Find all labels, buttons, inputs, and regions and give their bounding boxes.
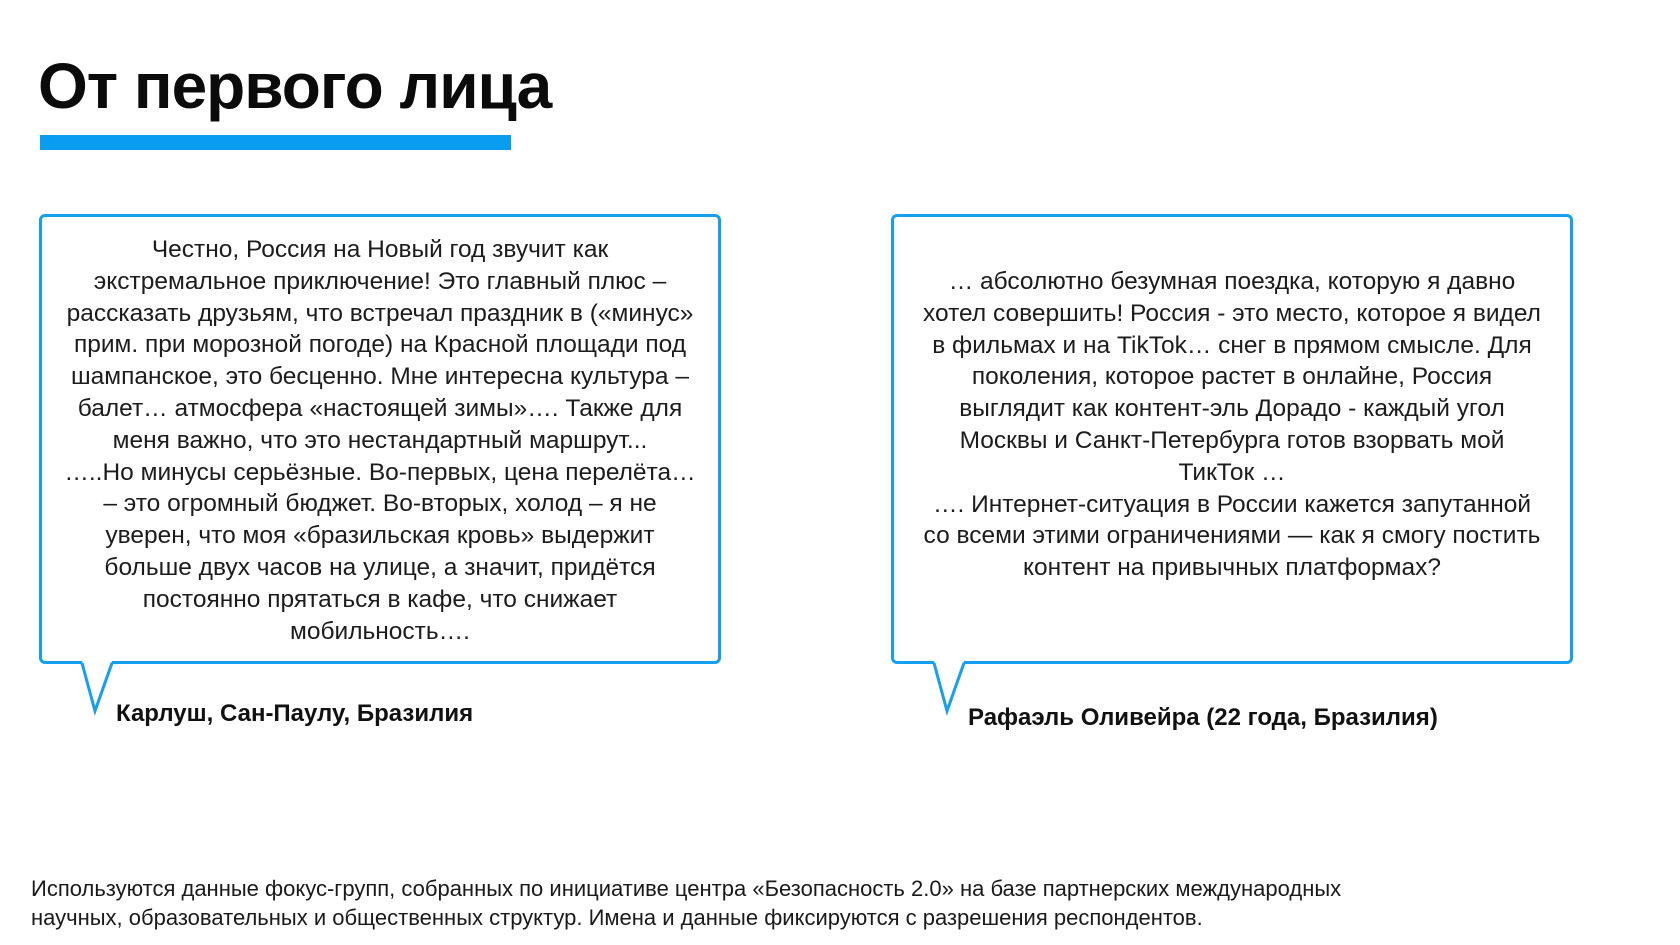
quote-author-right: Рафаэль Оливейра (22 года, Бразилия) [968, 704, 1438, 731]
quote-line: постоянно прятаться в кафе, что снижает [142, 585, 618, 613]
title-underline [40, 135, 511, 150]
quote-line: уверен, что моя «бразильская кровь» выдержит [105, 522, 655, 550]
quote-line: …. Интернет-ситуация в России кажется запутанной [932, 490, 1532, 518]
quote-line: со всеми этими ограничениями — как я смогу постить [923, 522, 1541, 550]
page-title: От первого лица [38, 50, 552, 122]
quote-line: Москвы и Санкт-Петербурга готов взорвать мой [959, 426, 1505, 454]
quote-line: Честно, Россия на Новый год звучит как [151, 236, 609, 263]
quote-line: экстремальное приключение! Это главный плюс – [93, 267, 667, 295]
quote-line: балет… атмосфера «настоящей зимы»…. Также для [77, 394, 683, 422]
footnote [31, 874, 1591, 932]
quote-text-right [898, 266, 1566, 584]
footnote-line: Используются данные фокус-групп, собранных по инициативе центра «Безопасность 2.0» на базе партнерских международных [31, 876, 1342, 901]
quote-text-left [46, 234, 714, 647]
quote-line: меня важно, что это нестандартный маршрут... [112, 426, 648, 454]
footnote-line: научных, образовательных и общественных структур. Имена и данные фиксируются с разрешения респондентов. [31, 905, 1203, 930]
quote-line: хотел совершить! Россия - это место, которое я видел [923, 299, 1541, 327]
quote-line: …..Но минусы серьёзные. Во-первых, цена перелёта… [64, 458, 696, 486]
quote-line: шампанское, это бесценно. Мне интересна культура – [71, 363, 689, 391]
speech-bubble-tail-left [80, 661, 114, 717]
speech-bubble-tail-right [932, 661, 966, 717]
quote-line: рассказать друзьям, что встречал праздник в («минус» [66, 299, 694, 327]
quote-line: мобильность…. [290, 617, 470, 645]
quote-line: ТикТок … [1178, 458, 1286, 486]
quote-line: больше двух часов на улице, а значит, придётся [104, 553, 656, 581]
quote-line: – это огромный бюджет. Во-вторых, холод – я не [103, 490, 657, 518]
quote-bubble-right [891, 214, 1573, 664]
quote-line: в фильмах и на TikTok… снег в прямом смысле. Для [932, 331, 1532, 359]
quote-line: поколения, которое растет в онлайне, Россия [971, 363, 1493, 391]
quote-line: … абсолютно безумная поездка, которую я давно [948, 268, 1516, 295]
quote-line: прим. при морозной погоде) на Красной площади под [73, 331, 687, 359]
quote-line: выглядит как контент-эль Дорадо - каждый угол [959, 395, 1505, 423]
quote-bubble-left [39, 214, 721, 664]
quote-author-left: Карлуш, Сан-Паулу, Бразилия [116, 700, 474, 727]
quote-line: контент на привычных платформах? [1022, 554, 1442, 582]
